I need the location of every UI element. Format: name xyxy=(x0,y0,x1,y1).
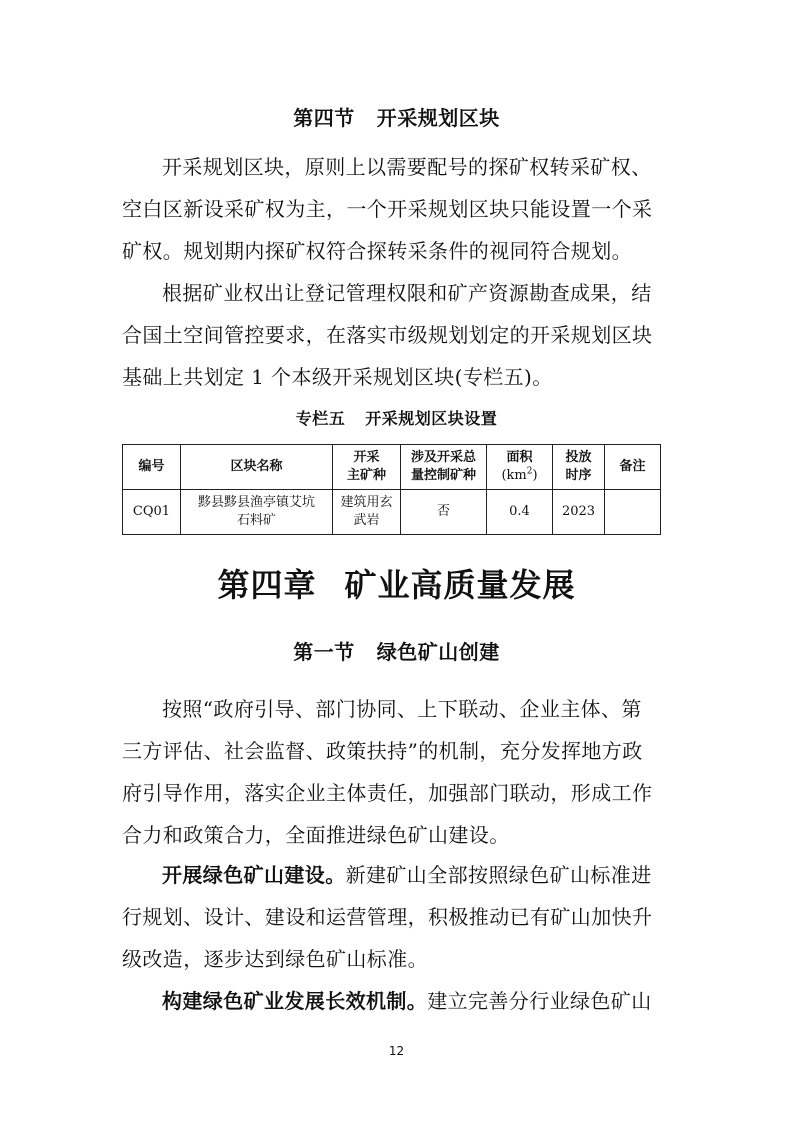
text-line: 合力和政策合力，全面推进绿色矿山建设。 xyxy=(122,823,510,847)
cell-total-control: 否 xyxy=(401,490,487,535)
text-line: 开采规划区块，原则上以需要配号的探矿权转采矿权、 xyxy=(162,155,652,179)
paragraph-mining-block-principle xyxy=(122,146,678,272)
header-remark: 备注 xyxy=(605,445,661,490)
section-heading: 绿色矿山创建 xyxy=(376,640,500,664)
bold-lead: 开展绿色矿山建设。 xyxy=(162,863,346,887)
table-caption-title: 开采规划区块设置 xyxy=(365,409,498,428)
page-number: 12 xyxy=(388,1044,405,1058)
header-mineral: 开采 主矿种 xyxy=(333,445,401,490)
text-line: 三方评估、社会监督、政策扶持”的机制，充分发挥地方政 xyxy=(122,739,643,763)
section-number: 第一节 xyxy=(293,640,355,664)
table-row xyxy=(123,490,661,535)
text-line: 级改造，逐步达到绿色矿山标准。 xyxy=(122,947,428,971)
cell-area: 0.4 xyxy=(487,490,553,535)
header-release-order: 投放 时序 xyxy=(553,445,605,490)
cell-code: CQ01 xyxy=(123,490,181,535)
chapter-heading: 矿业高质量发展 xyxy=(344,566,576,604)
text-line: 开展绿色矿山建设。新建矿山全部按照绿色矿山标准进 xyxy=(162,863,652,887)
section-heading: 开采规划区块 xyxy=(376,106,500,130)
section-title xyxy=(0,636,793,665)
text-line: 根据矿业权出让登记管理权限和矿产资源勘查成果，结 xyxy=(162,281,652,305)
cell-release-order: 2023 xyxy=(553,490,605,535)
header-area: 面积 $(km^2)$ xyxy=(487,445,553,490)
header-name: 区块名称 xyxy=(181,445,333,490)
text-line: 空白区新设采矿权为主，一个开采规划区块只能设置一个采 xyxy=(122,197,653,221)
table-caption-number: 专栏五 xyxy=(295,409,346,428)
header-total-control: 涉及开采总 量控制矿种 xyxy=(401,445,487,490)
section-title xyxy=(0,102,793,131)
table-caption xyxy=(0,406,793,429)
cell-name: 黟县黟县渔亭镇艾坑 石料矿 xyxy=(181,490,333,535)
table-header-row xyxy=(123,445,661,490)
header-code: 编号 xyxy=(123,445,181,490)
cell-mineral: 建筑用玄 武岩 xyxy=(333,490,401,535)
text-line: 合国土空间管控要求，在落实市级规划划定的开采规划区块 xyxy=(122,323,653,347)
paragraph-long-term-mechanism xyxy=(122,980,678,1022)
text-line: 行规划、设计、建设和运营管理，积极推动已有矿山加快升 xyxy=(122,905,653,929)
paragraph-green-mine-mechanism xyxy=(122,688,678,856)
text-line: 矿权。规划期内探矿权符合探转采条件的视同符合规划。 xyxy=(122,239,632,263)
paragraph-mining-block-count xyxy=(122,272,678,398)
text-line: 府引导作用，落实企业主体责任，加强部门联动，形成工作 xyxy=(122,781,653,805)
cell-remark xyxy=(605,490,661,535)
text-line: 构建绿色矿业发展长效机制。建立完善分行业绿色矿山 xyxy=(162,989,652,1013)
chapter-title xyxy=(0,560,793,606)
chapter-number: 第四章 xyxy=(217,566,317,604)
text-line: 基础上共划定 1 个本级开采规划区块(专栏五)。 xyxy=(122,365,553,389)
paragraph-green-mine-construction xyxy=(122,854,678,980)
mining-block-table xyxy=(122,444,661,535)
section-number: 第四节 xyxy=(293,106,355,130)
text-line: 按照“政府引导、部门协同、上下联动、企业主体、第 xyxy=(162,697,642,721)
bold-lead: 构建绿色矿业发展长效机制。 xyxy=(162,989,428,1013)
